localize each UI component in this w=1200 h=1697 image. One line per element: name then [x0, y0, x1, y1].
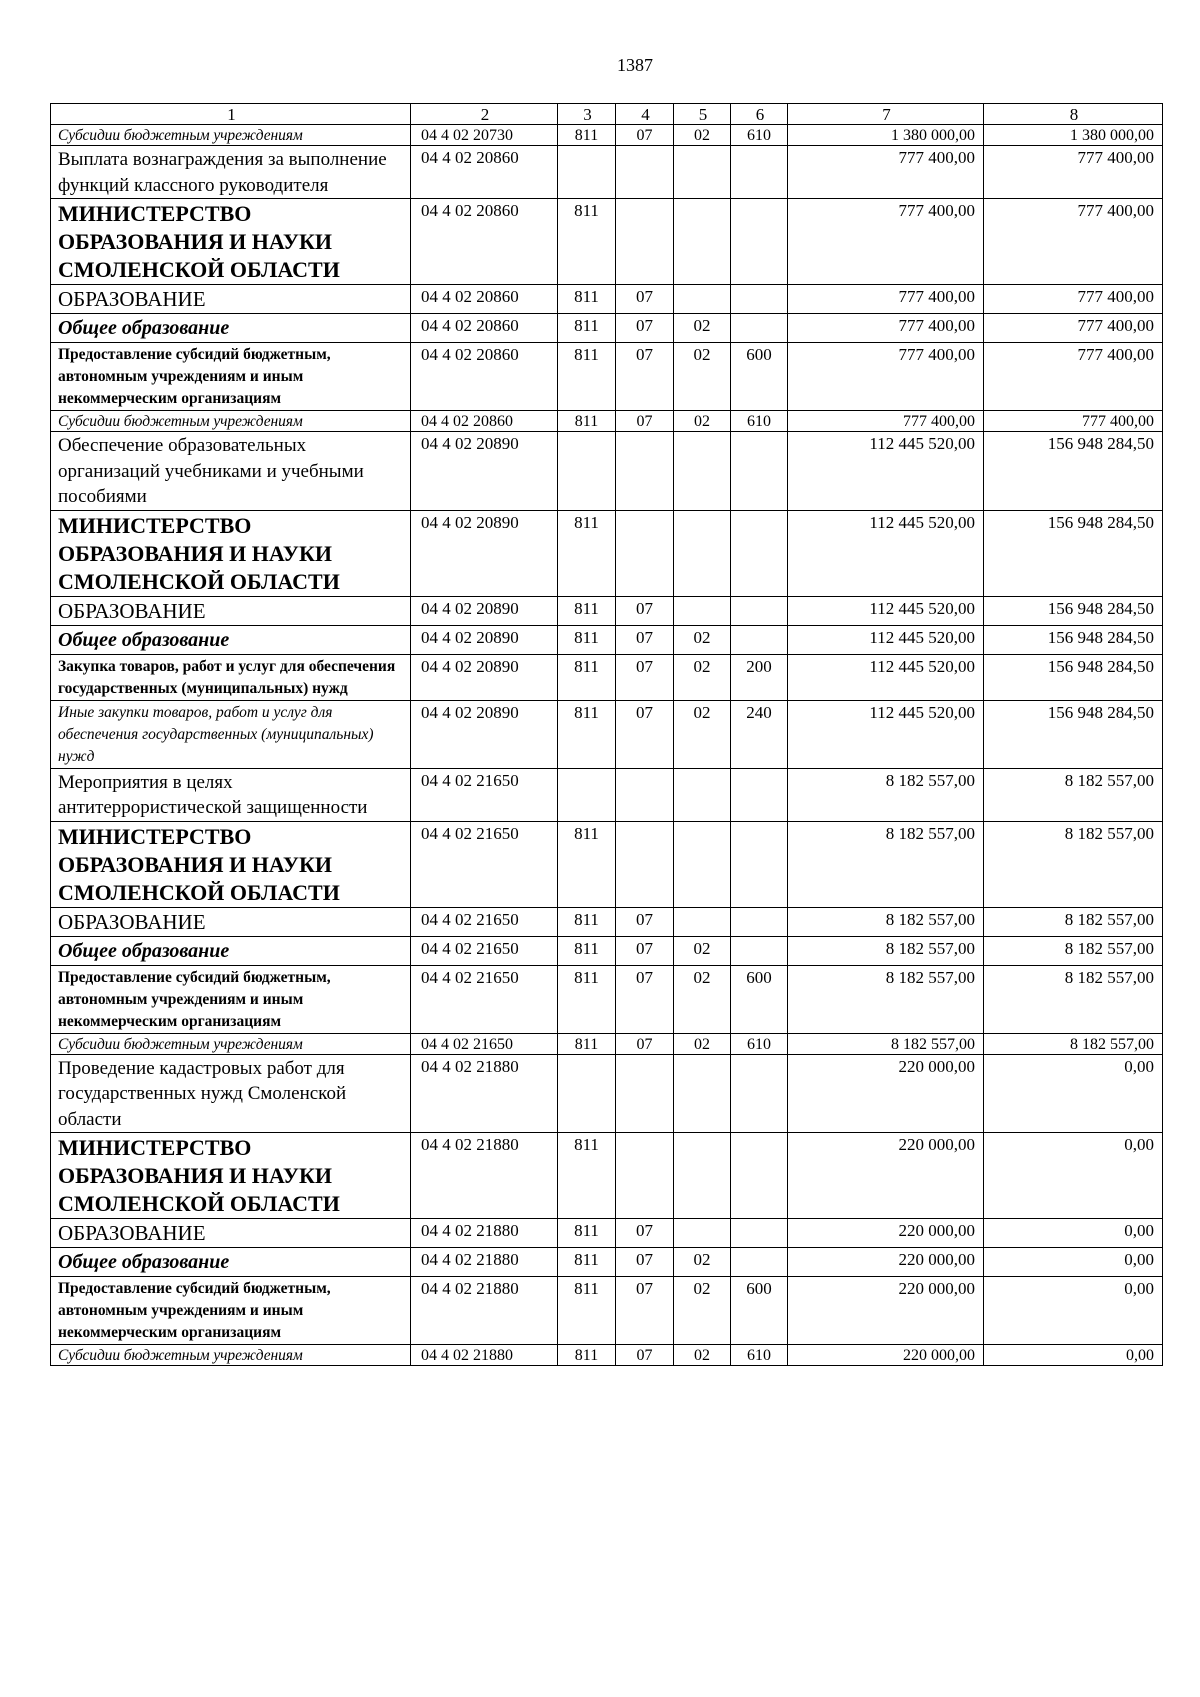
target-code-cell: 04 4 02 20890: [411, 654, 558, 700]
ministry-code-cell: [558, 432, 616, 511]
expense-type-cell: [731, 596, 788, 625]
table-row: [51, 432, 1163, 511]
row-name-cell: ОБРАЗОВАНИЕ: [51, 907, 411, 936]
ministry-code-cell: 811: [558, 596, 616, 625]
expense-type-cell: 240: [731, 700, 788, 768]
expense-type-cell: [731, 936, 788, 965]
section-code-cell: [616, 821, 674, 907]
amount-cell: 0,00: [984, 1345, 1163, 1366]
table-row: [51, 768, 1163, 821]
subsection-code-cell: 02: [674, 936, 731, 965]
section-code-cell: 07: [616, 654, 674, 700]
amount-cell: 112 445 520,00: [788, 700, 984, 768]
amount-cell: 8 182 557,00: [788, 936, 984, 965]
expense-type-cell: [731, 1248, 788, 1277]
amount-cell: 8 182 557,00: [984, 821, 1163, 907]
row-name-cell: ОБРАЗОВАНИЕ: [51, 1219, 411, 1248]
ministry-code-cell: 811: [558, 285, 616, 314]
column-header: 6: [731, 104, 788, 125]
table-body: [51, 125, 1163, 1366]
table-row: [51, 1133, 1163, 1219]
target-code-cell: 04 4 02 20860: [411, 199, 558, 285]
row-name-cell: ОБРАЗОВАНИЕ: [51, 285, 411, 314]
subsection-code-cell: [674, 1219, 731, 1248]
ministry-code-cell: 811: [558, 965, 616, 1033]
amount-cell: 777 400,00: [984, 146, 1163, 199]
section-code-cell: 07: [616, 314, 674, 343]
expense-type-cell: [731, 1219, 788, 1248]
amount-cell: 156 948 284,50: [984, 654, 1163, 700]
amount-cell: 112 445 520,00: [788, 510, 984, 596]
subsection-code-cell: [674, 821, 731, 907]
column-header: 1: [51, 104, 411, 125]
ministry-code-cell: 811: [558, 700, 616, 768]
subsection-code-cell: 02: [674, 1277, 731, 1345]
subsection-code-cell: 02: [674, 700, 731, 768]
table-row: [51, 125, 1163, 146]
row-name-cell: Общее образование: [51, 1248, 411, 1277]
expense-type-cell: [731, 146, 788, 199]
section-code-cell: 07: [616, 907, 674, 936]
amount-cell: 112 445 520,00: [788, 654, 984, 700]
target-code-cell: 04 4 02 21880: [411, 1277, 558, 1345]
target-code-cell: 04 4 02 20890: [411, 432, 558, 511]
expense-type-cell: 200: [731, 654, 788, 700]
expense-type-cell: [731, 510, 788, 596]
target-code-cell: 04 4 02 21650: [411, 965, 558, 1033]
section-code-cell: [616, 510, 674, 596]
row-name-cell: ОБРАЗОВАНИЕ: [51, 596, 411, 625]
row-name-cell: Общее образование: [51, 314, 411, 343]
section-code-cell: 07: [616, 285, 674, 314]
amount-cell: 112 445 520,00: [788, 625, 984, 654]
row-name-cell: Закупка товаров, работ и услуг для обеспечения государственных (муниципальных) нужд: [51, 654, 411, 700]
subsection-code-cell: 02: [674, 1033, 731, 1054]
section-code-cell: 07: [616, 965, 674, 1033]
ministry-code-cell: 811: [558, 625, 616, 654]
row-name-cell: Обеспечение образовательных организаций учебниками и учебными пособиями: [51, 432, 411, 511]
row-name-cell: МИНИСТЕРСТВО ОБРАЗОВАНИЯ И НАУКИ СМОЛЕНСКОЙ ОБЛАСТИ: [51, 821, 411, 907]
amount-cell: 220 000,00: [788, 1277, 984, 1345]
subsection-code-cell: [674, 1054, 731, 1133]
ministry-code-cell: 811: [558, 1345, 616, 1366]
section-code-cell: [616, 1133, 674, 1219]
amount-cell: 1 380 000,00: [788, 125, 984, 146]
subsection-code-cell: [674, 199, 731, 285]
amount-cell: 777 400,00: [984, 314, 1163, 343]
amount-cell: 1 380 000,00: [984, 125, 1163, 146]
row-name-cell: Предоставление субсидий бюджетным, автономным учреждениям и иным некоммерческим организациям: [51, 1277, 411, 1345]
amount-cell: 220 000,00: [788, 1133, 984, 1219]
subsection-code-cell: 02: [674, 314, 731, 343]
section-code-cell: [616, 146, 674, 199]
table-row: [51, 1054, 1163, 1133]
target-code-cell: 04 4 02 20860: [411, 343, 558, 411]
row-name-cell: Проведение кадастровых работ для государственных нужд Смоленской области: [51, 1054, 411, 1133]
row-name-cell: Субсидии бюджетным учреждениям: [51, 1033, 411, 1054]
expense-type-cell: [731, 768, 788, 821]
ministry-code-cell: 811: [558, 125, 616, 146]
column-header: 2: [411, 104, 558, 125]
expense-type-cell: 600: [731, 343, 788, 411]
row-name-cell: МИНИСТЕРСТВО ОБРАЗОВАНИЯ И НАУКИ СМОЛЕНСКОЙ ОБЛАСТИ: [51, 1133, 411, 1219]
target-code-cell: 04 4 02 20890: [411, 625, 558, 654]
expense-type-cell: [731, 314, 788, 343]
subsection-code-cell: 02: [674, 1248, 731, 1277]
row-name-cell: Иные закупки товаров, работ и услуг для обеспечения государственных (муниципальных) нужд: [51, 700, 411, 768]
amount-cell: 220 000,00: [788, 1345, 984, 1366]
section-code-cell: 07: [616, 1277, 674, 1345]
target-code-cell: 04 4 02 21880: [411, 1248, 558, 1277]
amount-cell: 112 445 520,00: [788, 432, 984, 511]
table-row: [51, 1345, 1163, 1366]
amount-cell: 220 000,00: [788, 1248, 984, 1277]
section-code-cell: 07: [616, 411, 674, 432]
subsection-code-cell: [674, 1133, 731, 1219]
amount-cell: 777 400,00: [788, 343, 984, 411]
ministry-code-cell: 811: [558, 510, 616, 596]
amount-cell: 777 400,00: [788, 411, 984, 432]
amount-cell: 0,00: [984, 1219, 1163, 1248]
expense-type-cell: 610: [731, 1345, 788, 1366]
table-row: [51, 510, 1163, 596]
amount-cell: 777 400,00: [788, 199, 984, 285]
amount-cell: 8 182 557,00: [984, 965, 1163, 1033]
target-code-cell: 04 4 02 20860: [411, 411, 558, 432]
ministry-code-cell: 811: [558, 1248, 616, 1277]
section-code-cell: 07: [616, 125, 674, 146]
subsection-code-cell: 02: [674, 1345, 731, 1366]
table-row: [51, 1248, 1163, 1277]
ministry-code-cell: 811: [558, 936, 616, 965]
table-row: [51, 654, 1163, 700]
amount-cell: 777 400,00: [984, 411, 1163, 432]
ministry-code-cell: 811: [558, 654, 616, 700]
amount-cell: 0,00: [984, 1248, 1163, 1277]
target-code-cell: 04 4 02 21650: [411, 1033, 558, 1054]
ministry-code-cell: 811: [558, 1219, 616, 1248]
section-code-cell: 07: [616, 596, 674, 625]
amount-cell: 0,00: [984, 1133, 1163, 1219]
section-code-cell: [616, 432, 674, 511]
subsection-code-cell: [674, 432, 731, 511]
table-row: [51, 596, 1163, 625]
subsection-code-cell: [674, 596, 731, 625]
expense-type-cell: 600: [731, 1277, 788, 1345]
subsection-code-cell: 02: [674, 411, 731, 432]
amount-cell: 8 182 557,00: [788, 821, 984, 907]
subsection-code-cell: [674, 146, 731, 199]
table-row: [51, 199, 1163, 285]
subsection-code-cell: [674, 285, 731, 314]
section-code-cell: [616, 768, 674, 821]
amount-cell: 156 948 284,50: [984, 432, 1163, 511]
amount-cell: 8 182 557,00: [984, 1033, 1163, 1054]
target-code-cell: 04 4 02 21650: [411, 907, 558, 936]
amount-cell: 777 400,00: [788, 285, 984, 314]
expense-type-cell: [731, 1133, 788, 1219]
row-name-cell: Предоставление субсидий бюджетным, автономным учреждениям и иным некоммерческим организациям: [51, 965, 411, 1033]
column-header: 8: [984, 104, 1163, 125]
ministry-code-cell: 811: [558, 1133, 616, 1219]
target-code-cell: 04 4 02 20860: [411, 285, 558, 314]
expense-type-cell: 610: [731, 1033, 788, 1054]
table-row: [51, 936, 1163, 965]
target-code-cell: 04 4 02 20890: [411, 510, 558, 596]
subsection-code-cell: 02: [674, 965, 731, 1033]
expense-type-cell: [731, 907, 788, 936]
subsection-code-cell: [674, 510, 731, 596]
row-name-cell: Субсидии бюджетным учреждениям: [51, 1345, 411, 1366]
ministry-code-cell: 811: [558, 821, 616, 907]
subsection-code-cell: 02: [674, 343, 731, 411]
target-code-cell: 04 4 02 20890: [411, 700, 558, 768]
table-row: [51, 1033, 1163, 1054]
amount-cell: 8 182 557,00: [984, 936, 1163, 965]
amount-cell: 8 182 557,00: [788, 907, 984, 936]
ministry-code-cell: [558, 146, 616, 199]
expense-type-cell: [731, 432, 788, 511]
table-row: [51, 343, 1163, 411]
table-row: [51, 411, 1163, 432]
ministry-code-cell: 811: [558, 1033, 616, 1054]
row-name-cell: МИНИСТЕРСТВО ОБРАЗОВАНИЯ И НАУКИ СМОЛЕНСКОЙ ОБЛАСТИ: [51, 199, 411, 285]
target-code-cell: 04 4 02 21650: [411, 936, 558, 965]
ministry-code-cell: 811: [558, 199, 616, 285]
expense-type-cell: 600: [731, 965, 788, 1033]
ministry-code-cell: [558, 1054, 616, 1133]
target-code-cell: 04 4 02 21880: [411, 1219, 558, 1248]
amount-cell: 8 182 557,00: [788, 1033, 984, 1054]
expense-type-cell: [731, 625, 788, 654]
expense-type-cell: 610: [731, 411, 788, 432]
row-name-cell: Предоставление субсидий бюджетным, автономным учреждениям и иным некоммерческим организациям: [51, 343, 411, 411]
subsection-code-cell: [674, 907, 731, 936]
amount-cell: 777 400,00: [984, 343, 1163, 411]
table-row: [51, 1277, 1163, 1345]
row-name-cell: Общее образование: [51, 936, 411, 965]
amount-cell: 220 000,00: [788, 1054, 984, 1133]
target-code-cell: 04 4 02 20890: [411, 596, 558, 625]
target-code-cell: 04 4 02 21650: [411, 821, 558, 907]
section-code-cell: [616, 199, 674, 285]
row-name-cell: Выплата вознаграждения за выполнение функций классного руководителя: [51, 146, 411, 199]
table-row: [51, 314, 1163, 343]
amount-cell: 8 182 557,00: [984, 907, 1163, 936]
section-code-cell: 07: [616, 343, 674, 411]
section-code-cell: 07: [616, 700, 674, 768]
table-header-row: [51, 104, 1163, 125]
expense-type-cell: [731, 285, 788, 314]
subsection-code-cell: [674, 768, 731, 821]
section-code-cell: 07: [616, 936, 674, 965]
amount-cell: 156 948 284,50: [984, 700, 1163, 768]
row-name-cell: Субсидии бюджетным учреждениям: [51, 125, 411, 146]
table-row: [51, 965, 1163, 1033]
table-row: [51, 907, 1163, 936]
ministry-code-cell: 811: [558, 1277, 616, 1345]
amount-cell: 156 948 284,50: [984, 510, 1163, 596]
section-code-cell: 07: [616, 1033, 674, 1054]
amount-cell: 8 182 557,00: [984, 768, 1163, 821]
section-code-cell: [616, 1054, 674, 1133]
target-code-cell: 04 4 02 21880: [411, 1345, 558, 1366]
target-code-cell: 04 4 02 20730: [411, 125, 558, 146]
budget-table: [50, 103, 1163, 1366]
table-row: [51, 1219, 1163, 1248]
section-code-cell: 07: [616, 1219, 674, 1248]
table-row: [51, 821, 1163, 907]
expense-type-cell: [731, 199, 788, 285]
row-name-cell: Субсидии бюджетным учреждениям: [51, 411, 411, 432]
section-code-cell: 07: [616, 625, 674, 654]
ministry-code-cell: [558, 768, 616, 821]
section-code-cell: 07: [616, 1345, 674, 1366]
table-row: [51, 625, 1163, 654]
table-row: [51, 285, 1163, 314]
column-header: 7: [788, 104, 984, 125]
target-code-cell: 04 4 02 20860: [411, 314, 558, 343]
amount-cell: 0,00: [984, 1054, 1163, 1133]
amount-cell: 112 445 520,00: [788, 596, 984, 625]
expense-type-cell: [731, 821, 788, 907]
target-code-cell: 04 4 02 21880: [411, 1133, 558, 1219]
row-name-cell: МИНИСТЕРСТВО ОБРАЗОВАНИЯ И НАУКИ СМОЛЕНСКОЙ ОБЛАСТИ: [51, 510, 411, 596]
amount-cell: 777 400,00: [788, 314, 984, 343]
amount-cell: 156 948 284,50: [984, 596, 1163, 625]
ministry-code-cell: 811: [558, 907, 616, 936]
amount-cell: 8 182 557,00: [788, 965, 984, 1033]
amount-cell: 777 400,00: [984, 285, 1163, 314]
amount-cell: 220 000,00: [788, 1219, 984, 1248]
table-row: [51, 700, 1163, 768]
amount-cell: 156 948 284,50: [984, 625, 1163, 654]
column-header: 4: [616, 104, 674, 125]
column-header: 5: [674, 104, 731, 125]
column-header: 3: [558, 104, 616, 125]
target-code-cell: 04 4 02 21880: [411, 1054, 558, 1133]
ministry-code-cell: 811: [558, 314, 616, 343]
row-name-cell: Общее образование: [51, 625, 411, 654]
row-name-cell: Мероприятия в целях антитеррористической защищенности: [51, 768, 411, 821]
ministry-code-cell: 811: [558, 343, 616, 411]
table-row: [51, 146, 1163, 199]
page-number: 1387: [617, 55, 653, 75]
expense-type-cell: [731, 1054, 788, 1133]
target-code-cell: 04 4 02 21650: [411, 768, 558, 821]
expense-type-cell: 610: [731, 125, 788, 146]
amount-cell: 777 400,00: [788, 146, 984, 199]
amount-cell: 777 400,00: [984, 199, 1163, 285]
ministry-code-cell: 811: [558, 411, 616, 432]
amount-cell: 0,00: [984, 1277, 1163, 1345]
amount-cell: 8 182 557,00: [788, 768, 984, 821]
subsection-code-cell: 02: [674, 654, 731, 700]
subsection-code-cell: 02: [674, 625, 731, 654]
subsection-code-cell: 02: [674, 125, 731, 146]
section-code-cell: 07: [616, 1248, 674, 1277]
target-code-cell: 04 4 02 20860: [411, 146, 558, 199]
